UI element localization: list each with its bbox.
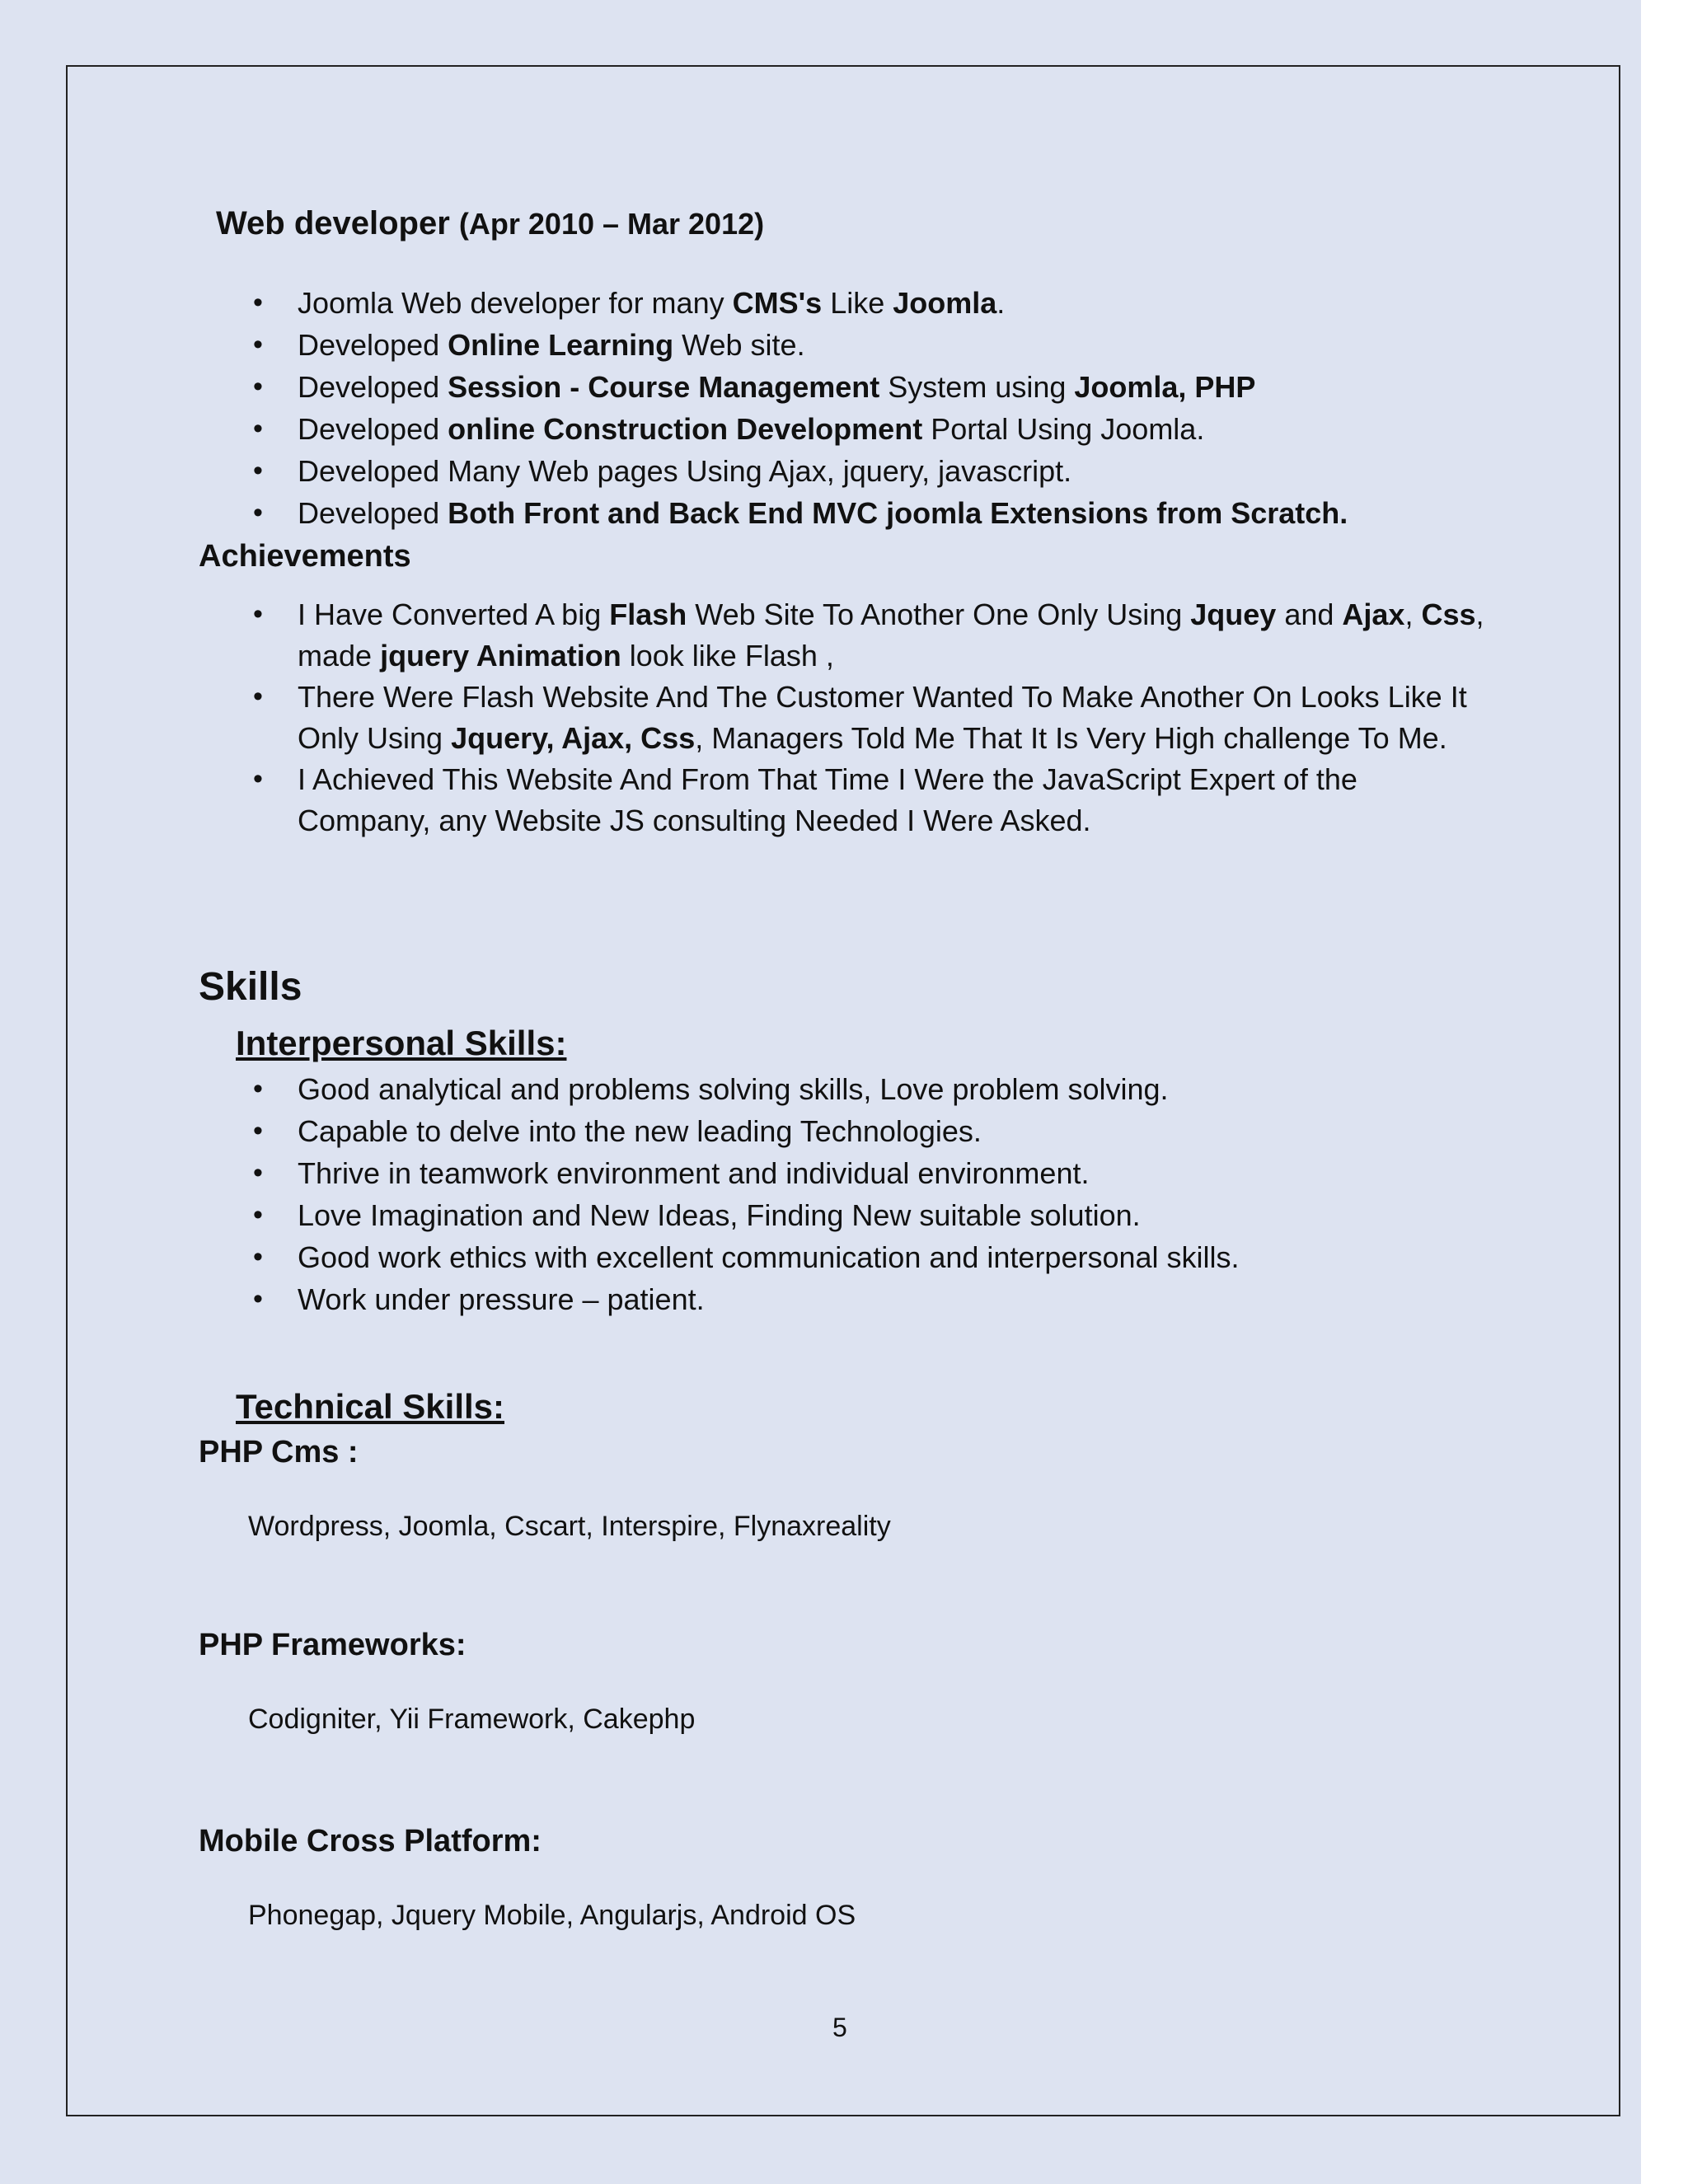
bold-text: Flash xyxy=(609,598,687,631)
bullet-icon: • xyxy=(253,455,263,486)
text-run: Only Using xyxy=(298,720,452,755)
text-run: There Were Flash Website And The Customer Wanted To Make Another On Looks Like It xyxy=(298,680,1467,714)
list-item xyxy=(200,1278,1240,1320)
text-run: Portal Using Joomla. xyxy=(922,412,1205,446)
text-run: Company, any Website JS consulting Needed I Were Asked. xyxy=(298,803,1091,837)
text-run: Love Imagination and New Ideas, Finding New suitable solution. xyxy=(298,1198,1141,1232)
text-run: and xyxy=(1276,598,1343,631)
job-title xyxy=(216,199,764,248)
bullet-icon: • xyxy=(253,1283,263,1315)
bold-text: CMS's xyxy=(732,286,823,320)
bullet-icon: • xyxy=(253,1115,263,1146)
text-run: Developed xyxy=(298,412,448,446)
skills-heading: Skills xyxy=(199,965,302,1009)
text-run: , Managers Told Me That It Is Very High challenge To Me. xyxy=(695,720,1447,755)
list-item xyxy=(200,408,1348,450)
bold-text: Jquey xyxy=(1190,598,1277,631)
text-run: System using xyxy=(879,370,1075,404)
bold-text: Css xyxy=(1421,598,1476,631)
bullet-icon: • xyxy=(253,763,263,794)
job-title-text: Web developer xyxy=(216,205,459,241)
text-run: I Achieved This Website And From That Time I Were the JavaScript Expert of the xyxy=(298,762,1357,796)
list-item xyxy=(200,1068,1240,1110)
bold-text: Session - Course Management xyxy=(448,370,880,404)
text-run: Capable to delve into the new leading Technologies. xyxy=(298,1114,982,1148)
list-item xyxy=(200,1236,1240,1278)
list-item xyxy=(200,450,1348,492)
bold-text: Ajax xyxy=(1342,598,1405,631)
text-run: I Have Converted A big xyxy=(298,598,610,631)
text-run: Developed xyxy=(298,328,448,362)
achievements-heading: Achievements xyxy=(199,539,411,574)
list-item xyxy=(200,1110,1240,1152)
text-run: Thrive in teamwork environment and individual environment. xyxy=(298,1156,1090,1190)
list-item xyxy=(200,594,1484,676)
bullet-icon: • xyxy=(253,413,263,444)
bold-text: Online Learning xyxy=(448,328,674,362)
bullet-icon: • xyxy=(253,681,263,712)
list-item xyxy=(200,1152,1240,1194)
bold-text: jquery Animation xyxy=(380,638,621,673)
bullet-icon: • xyxy=(253,497,263,528)
job-dates: (Apr 2010 – Mar 2012) xyxy=(458,207,765,241)
text-run: Work under pressure – patient. xyxy=(298,1282,705,1316)
text-run: , xyxy=(1404,598,1422,631)
text-run: Web site. xyxy=(673,328,805,362)
bold-text: Joomla, PHP xyxy=(1074,370,1256,404)
list-item xyxy=(200,324,1348,366)
job-duties-list xyxy=(200,282,1348,534)
bold-text: Joomla xyxy=(893,286,997,320)
text-run: , xyxy=(1475,598,1484,631)
bullet-icon: • xyxy=(253,1199,263,1230)
mobile-platform-list: Phonegap, Jquery Mobile, Angularjs, Android OS xyxy=(248,1900,856,1931)
bullet-icon: • xyxy=(253,1157,263,1188)
text-run: Good work ethics with excellent communication and interpersonal skills. xyxy=(298,1240,1240,1274)
php-cms-heading: PHP Cms : xyxy=(199,1435,359,1469)
text-run: Joomla Web developer for many xyxy=(298,286,733,320)
php-frameworks-list: Codigniter, Yii Framework, Cakephp xyxy=(248,1704,696,1735)
bullet-icon: • xyxy=(253,1241,263,1272)
list-item xyxy=(200,282,1348,324)
php-cms-list: Wordpress, Joomla, Cscart, Interspire, Flynaxreality xyxy=(248,1511,891,1542)
list-item xyxy=(200,366,1348,408)
bold-text: Both Front and Back End MVC joomla Extensions from Scratch. xyxy=(448,496,1348,530)
interpersonal-skills-heading: Interpersonal Skills: xyxy=(236,1024,567,1062)
list-item xyxy=(200,492,1348,534)
list-item xyxy=(200,1194,1240,1236)
list-item xyxy=(200,677,1484,758)
php-frameworks-heading: PHP Frameworks: xyxy=(199,1628,467,1662)
interpersonal-skills-list xyxy=(200,1068,1240,1320)
bullet-icon: • xyxy=(253,1073,263,1104)
text-run: Good analytical and problems solving skills, Love problem solving. xyxy=(298,1072,1169,1106)
achievements-list xyxy=(200,594,1484,841)
bullet-icon: • xyxy=(253,287,263,318)
text-run: Like xyxy=(822,286,893,320)
text-run: Developed xyxy=(298,370,448,404)
text-run: Developed xyxy=(298,496,448,530)
bullet-icon: • xyxy=(253,329,263,360)
mobile-platform-heading: Mobile Cross Platform: xyxy=(199,1824,542,1858)
text-run: look like Flash , xyxy=(621,638,834,673)
page-number: 5 xyxy=(832,2013,847,2042)
text-run: made xyxy=(298,638,381,673)
text-run: Developed Many Web pages Using Ajax, jquery, javascript. xyxy=(298,454,1072,488)
technical-skills-heading: Technical Skills: xyxy=(236,1387,505,1426)
list-item xyxy=(200,759,1484,841)
text-run: Web Site To Another One Only Using xyxy=(687,598,1191,631)
bold-text: online Construction Development xyxy=(448,412,923,446)
bold-text: Jquery, Ajax, Css xyxy=(451,720,696,755)
text-run: . xyxy=(996,286,1006,320)
bullet-icon: • xyxy=(253,598,263,630)
bullet-icon: • xyxy=(253,371,263,402)
